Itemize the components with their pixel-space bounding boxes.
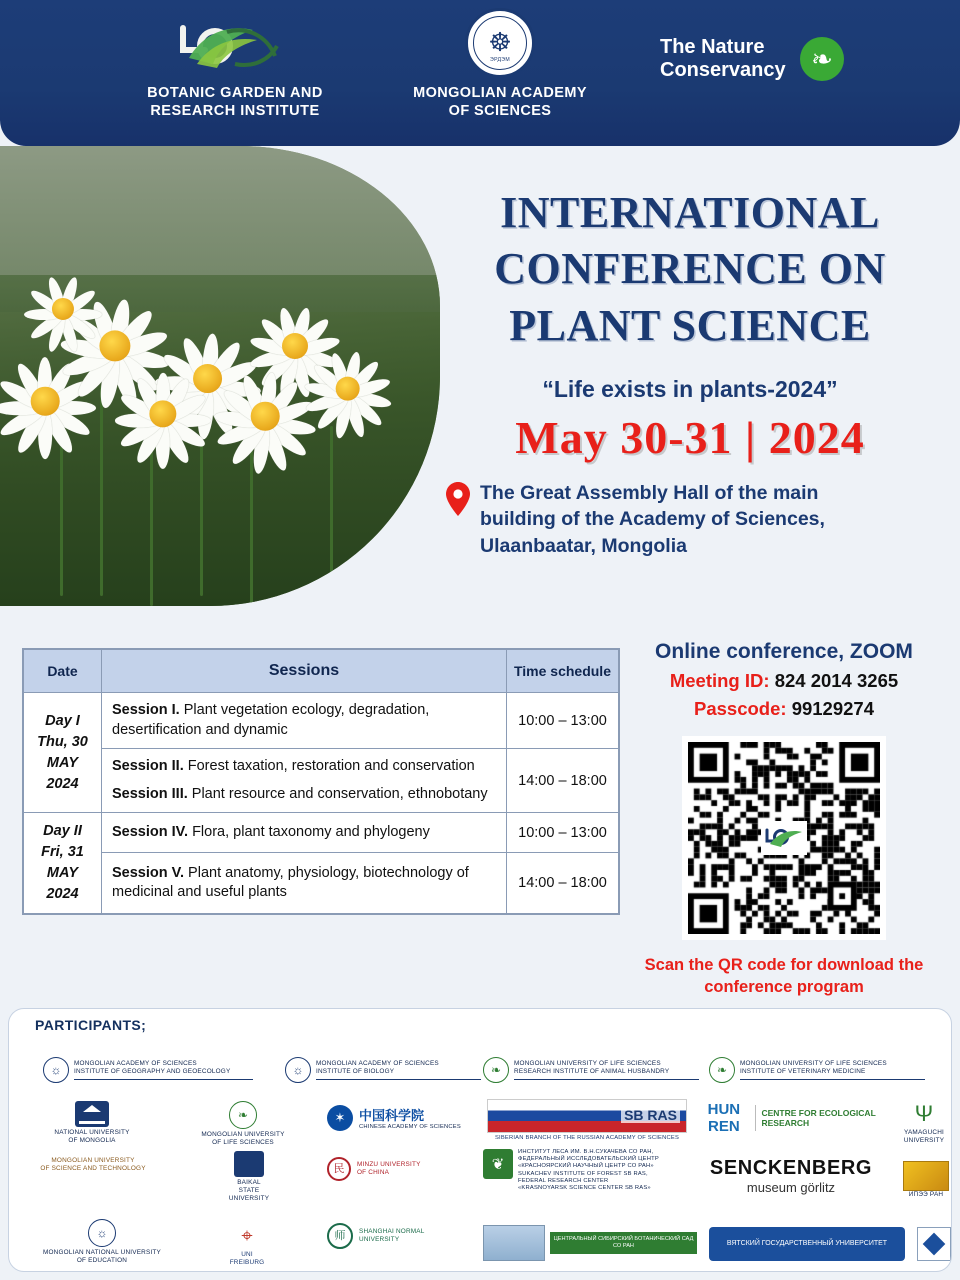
day-cell-1 bbox=[24, 693, 102, 813]
conference-slogan: “Life exists in plants-2024” bbox=[542, 375, 838, 402]
date-range: May 30-31 bbox=[515, 411, 733, 463]
passcode-line bbox=[628, 698, 940, 720]
conference-year: 2024 bbox=[768, 411, 865, 463]
participant-caption: MONGOLIAN ACADEMY OF SCIENCES bbox=[74, 1059, 197, 1067]
participant-caption: MONGOLIAN UNIVERSITY bbox=[201, 1131, 285, 1138]
session-cell bbox=[102, 749, 507, 813]
session-cell bbox=[102, 693, 507, 749]
participant-caption: museum görlitz bbox=[746, 1180, 836, 1195]
daisy-flower bbox=[20, 266, 105, 351]
life-sciences-crest-icon bbox=[709, 1057, 735, 1083]
day-label-line: 2024 bbox=[46, 775, 79, 792]
mas-name-line1: MONGOLIAN ACADEMY bbox=[413, 85, 587, 101]
time-cell: 14:00 – 18:00 bbox=[507, 853, 619, 914]
participant-logo-minzu: 民 MINZU UNIVERSITY OF CHINA bbox=[327, 1157, 479, 1181]
time-cell: 10:00 – 13:00 bbox=[507, 813, 619, 853]
day-label-line: MAY bbox=[46, 754, 79, 771]
participant-logo-sukachev-forest: ❦ ИНСТИТУТ ЛЕСА ИМ. В.Н.СУКАЧЕВА СО РАН, ФЕДЕРАЛЬНЫЙ ИССЛЕДОВАТЕЛЬСКИЙ ЦЕНТР «КРАСНОЯРСКИЙ НАУЧНЫЙ ЦЕНТР СО РАН» SUKACHEV INSTITUTE OF FOREST SB RAS, FEDERAL RESEARCH CENTER «KRASNOYARSK SCIENCE CENTER SB RAS» bbox=[483, 1149, 697, 1192]
map-pin-icon bbox=[446, 482, 470, 516]
title-line-2: CONFERENCE ON bbox=[494, 244, 886, 294]
participant-caption: ФЕДЕРАЛЬНЫЙ ИССЛЕДОВАТЕЛЬСКИЙ ЦЕНТР bbox=[518, 1156, 659, 1163]
participant-logo-csbg bbox=[483, 1225, 697, 1261]
header-time: Time schedule bbox=[507, 650, 619, 693]
participant-caption: INSTITUTE OF BIOLOGY bbox=[316, 1067, 395, 1075]
venue-line-2: building of the Academy of Sciences, bbox=[480, 508, 825, 531]
day-label-line: 2024 bbox=[46, 886, 79, 903]
education-crest-icon bbox=[88, 1219, 116, 1247]
table-row bbox=[24, 853, 619, 914]
session-cell bbox=[102, 813, 507, 853]
header-sessions: Sessions bbox=[102, 650, 507, 693]
session-name: Session IV. bbox=[112, 823, 189, 840]
session-desc: Plant vegetation ecology, degradation, desertification and dynamic bbox=[112, 702, 430, 738]
participant-caption: MINZU UNIVERSITY bbox=[357, 1161, 421, 1168]
day-cell-2 bbox=[24, 813, 102, 914]
participant-caption: YAMAGUCHI bbox=[903, 1129, 945, 1136]
participant-logo-freiburg: ⌖ UNI FREIBURG bbox=[199, 1223, 295, 1267]
participant-logo-mulc-veterinary bbox=[709, 1057, 925, 1085]
time-cell: 10:00 – 13:00 bbox=[507, 693, 619, 749]
scan-note-line-1: Scan the QR code for download the bbox=[644, 956, 924, 974]
participants-panel bbox=[8, 1008, 952, 1272]
day-label-line: Thu, 30 bbox=[37, 733, 88, 750]
participant-logo-mnue bbox=[27, 1219, 177, 1265]
qr-code[interactable] bbox=[682, 736, 886, 940]
academy-crest-icon bbox=[43, 1057, 69, 1083]
session-name: Session III. bbox=[112, 785, 188, 802]
online-conference-block bbox=[628, 640, 940, 999]
participant-caption: RESEARCH INSTITUTE OF ANIMAL HUSBANDRY bbox=[514, 1067, 670, 1075]
life-sciences-crest-icon bbox=[483, 1057, 509, 1083]
participant-caption: OF MONGOLIA bbox=[68, 1137, 116, 1144]
date-separator: | bbox=[745, 411, 757, 463]
participant-caption: SIBERIAN BRANCH OF THE RUSSIAN ACADEMY OF SCIENCES bbox=[494, 1135, 680, 1141]
session-name: Session I. bbox=[112, 702, 180, 718]
tnc-line2: Conservancy bbox=[660, 59, 786, 81]
participant-logo-vyatka bbox=[709, 1227, 905, 1261]
fifty-anniversary-leaf-logo-icon bbox=[175, 16, 295, 78]
participant-caption: OF EDUCATION bbox=[76, 1257, 128, 1264]
participant-logo-mulc-animal-husbandry bbox=[483, 1057, 699, 1085]
scan-instruction bbox=[628, 954, 940, 999]
poster-header-bar bbox=[0, 0, 960, 146]
mas-name-line2: OF SCIENCES bbox=[448, 103, 552, 120]
participant-caption: SB RAS bbox=[621, 1107, 680, 1123]
participant-caption: 中国科学院 bbox=[359, 1108, 425, 1123]
venue-line-1: The Great Assembly Hall of the main bbox=[480, 481, 819, 504]
participant-caption: UNIVERSITY bbox=[359, 1236, 400, 1243]
venue-line-3: Ulaanbaatar, Mongolia bbox=[480, 534, 687, 557]
botanic-garden-logo-block bbox=[110, 16, 360, 120]
tnc-line1: The Nature bbox=[660, 36, 765, 58]
session-desc: Plant resource and conservation, ethnobotany bbox=[191, 785, 488, 802]
participant-caption: FREIBURG bbox=[229, 1259, 265, 1266]
participant-logo-baikal bbox=[187, 1151, 311, 1203]
participant-caption: MONGOLIAN NATIONAL UNIVERSITY bbox=[42, 1249, 161, 1256]
participant-caption: «КРАСНОЯРСКИЙ НАУЧНЫЙ ЦЕНТР СО РАН» bbox=[518, 1163, 654, 1170]
table-row bbox=[24, 749, 619, 813]
participant-caption: UNIVERSITY bbox=[228, 1195, 270, 1202]
participant-logo-senckenberg bbox=[697, 1157, 885, 1195]
participant-caption: ЦЕНТРАЛЬНЫЙ СИБИРСКИЙ БОТАНИЧЕСКИЙ САД СО РАН bbox=[550, 1232, 697, 1255]
participant-logo-mas-geography bbox=[43, 1057, 253, 1085]
participant-caption: MONGOLIAN UNIVERSITY bbox=[51, 1157, 135, 1164]
day-label-line: MAY bbox=[46, 865, 79, 882]
bgri-name-line2: RESEARCH INSTITUTE bbox=[150, 103, 320, 120]
meeting-id-label: Meeting ID: bbox=[669, 670, 770, 691]
meeting-id-value: 824 2014 3265 bbox=[774, 670, 899, 691]
participant-caption: OF CHINA bbox=[357, 1169, 390, 1176]
participant-caption: CENTRE FOR ECOLOGICAL RESEARCH bbox=[761, 1107, 876, 1128]
daisy-flower bbox=[110, 361, 215, 466]
day-label-line: Day I bbox=[45, 712, 80, 729]
participant-caption: HUN REN bbox=[707, 1101, 741, 1135]
qr-center-logo-icon bbox=[761, 821, 807, 855]
participant-caption: UNIVERSITY bbox=[903, 1137, 945, 1144]
participant-logo-shanghai-normal: 师 SHANGHAI NORMAL UNIVERSITY bbox=[327, 1223, 473, 1249]
header-date: Date bbox=[24, 650, 102, 693]
participant-caption: MONGOLIAN ACADEMY OF SCIENCES bbox=[316, 1059, 439, 1067]
participant-caption: «KRASNOYARSK SCIENCE CENTER SB RAS» bbox=[518, 1185, 651, 1192]
session-name: Session II. bbox=[112, 758, 184, 775]
participant-caption: OF SCIENCE AND TECHNOLOGY bbox=[40, 1165, 146, 1172]
participants-title: PARTICIPANTS; bbox=[35, 1017, 147, 1033]
session-desc: Forest taxation, restoration and conservation bbox=[187, 758, 475, 775]
participant-logo-ipee-ran bbox=[893, 1161, 952, 1199]
participant-caption: UNI bbox=[241, 1251, 253, 1258]
participant-caption: MONGOLIAN UNIVERSITY OF LIFE SCIENCES bbox=[514, 1059, 661, 1067]
table-row bbox=[24, 693, 619, 749]
participant-logo-hunren bbox=[699, 1101, 881, 1135]
participant-caption: ИНСТИТУТ ЛЕСА ИМ. В.Н.СУКАЧЕВА СО РАН, bbox=[518, 1149, 654, 1155]
nature-conservancy-leaf-globe-icon: ❧ bbox=[800, 37, 844, 81]
nature-conservancy-logo-block bbox=[660, 36, 920, 82]
conference-dates bbox=[440, 411, 940, 464]
title-line-1: INTERNATIONAL bbox=[500, 188, 880, 237]
day-label-line: Day II bbox=[43, 823, 82, 840]
passcode-value: 99129274 bbox=[791, 698, 874, 719]
participant-logo-yamaguchi: Ψ YAMAGUCHI UNIVERSITY bbox=[887, 1101, 952, 1145]
participant-caption: NATIONAL UNIVERSITY bbox=[54, 1129, 130, 1136]
schedule-table bbox=[23, 649, 619, 914]
participant-logo-sbras bbox=[487, 1099, 687, 1142]
time-cell: 14:00 – 18:00 bbox=[507, 749, 619, 813]
participant-caption: INSTITUTE OF VETERINARY MEDICINE bbox=[740, 1067, 866, 1075]
page-title bbox=[440, 185, 940, 354]
participant-caption: ВЯТСКИЙ ГОСУДАРСТВЕННЫЙ УНИВЕРСИТЕТ bbox=[709, 1227, 905, 1261]
zoom-title: Online conference, ZOOM bbox=[655, 640, 913, 663]
participant-caption: STATE bbox=[238, 1187, 260, 1194]
table-header-row bbox=[24, 650, 619, 693]
participant-caption: CHINESE ACADEMY OF SCIENCES bbox=[359, 1124, 461, 1130]
title-line-3: PLANT SCIENCE bbox=[509, 300, 871, 350]
meeting-id-line bbox=[628, 670, 940, 692]
passcode-label: Passcode: bbox=[694, 698, 787, 719]
participant-caption: OF LIFE SCIENCES bbox=[212, 1139, 274, 1146]
participant-logo-must bbox=[23, 1157, 163, 1173]
session-desc: Plant anatomy, physiology, biotechnology of medicinal and useful plants bbox=[112, 864, 469, 901]
day-label-line: Fri, 31 bbox=[41, 844, 84, 861]
participant-caption: SENCKENBERG bbox=[709, 1157, 873, 1179]
academy-crest-icon bbox=[285, 1057, 311, 1083]
mongolian-academy-seal-icon: ☸ ЭРДЭМ bbox=[465, 8, 535, 78]
participant-caption: BAIKAL bbox=[237, 1179, 261, 1186]
session-name: Session V. bbox=[112, 864, 185, 881]
participant-caption: INSTITUTE OF GEOGRAPHY AND GEOECOLOGY bbox=[74, 1067, 231, 1075]
session-desc: Flora, plant taxonomy and phylogeny bbox=[192, 823, 430, 840]
participant-logo-num bbox=[27, 1101, 157, 1145]
participant-caption: ИПЭЭ РАН bbox=[908, 1191, 944, 1198]
participant-caption: FEDERAL RESEARCH CENTER bbox=[518, 1177, 609, 1184]
venue-block bbox=[440, 480, 940, 559]
participant-logo-cas: ✶ 中国科学院 CHINESE ACADEMY OF SCIENCES bbox=[327, 1105, 479, 1131]
session-cell bbox=[102, 853, 507, 914]
participant-logo-partner bbox=[909, 1227, 952, 1261]
schedule-table-wrapper bbox=[22, 648, 620, 915]
seal-text: ЭРДЭМ bbox=[490, 57, 510, 63]
bgri-name-line1: BOTANIC GARDEN AND bbox=[147, 85, 323, 101]
daisy-flower bbox=[300, 341, 395, 436]
participant-logo-mulc bbox=[177, 1101, 309, 1147]
participant-caption: SHANGHAI NORMAL bbox=[359, 1228, 425, 1235]
life-sciences-crest-icon bbox=[229, 1101, 257, 1129]
conference-title-block bbox=[440, 185, 940, 559]
table-row bbox=[24, 813, 619, 853]
scan-note-line-2: conference program bbox=[704, 978, 864, 997]
participant-caption: MONGOLIAN UNIVERSITY OF LIFE SCIENCES bbox=[740, 1059, 887, 1067]
daisy-meadow-photo bbox=[0, 146, 440, 606]
mongolian-academy-logo-block bbox=[380, 8, 620, 120]
participant-logo-mas-biology bbox=[285, 1057, 481, 1085]
participant-caption: SUKACHEV INSTITUTE OF FOREST SB RAS, bbox=[518, 1170, 648, 1177]
